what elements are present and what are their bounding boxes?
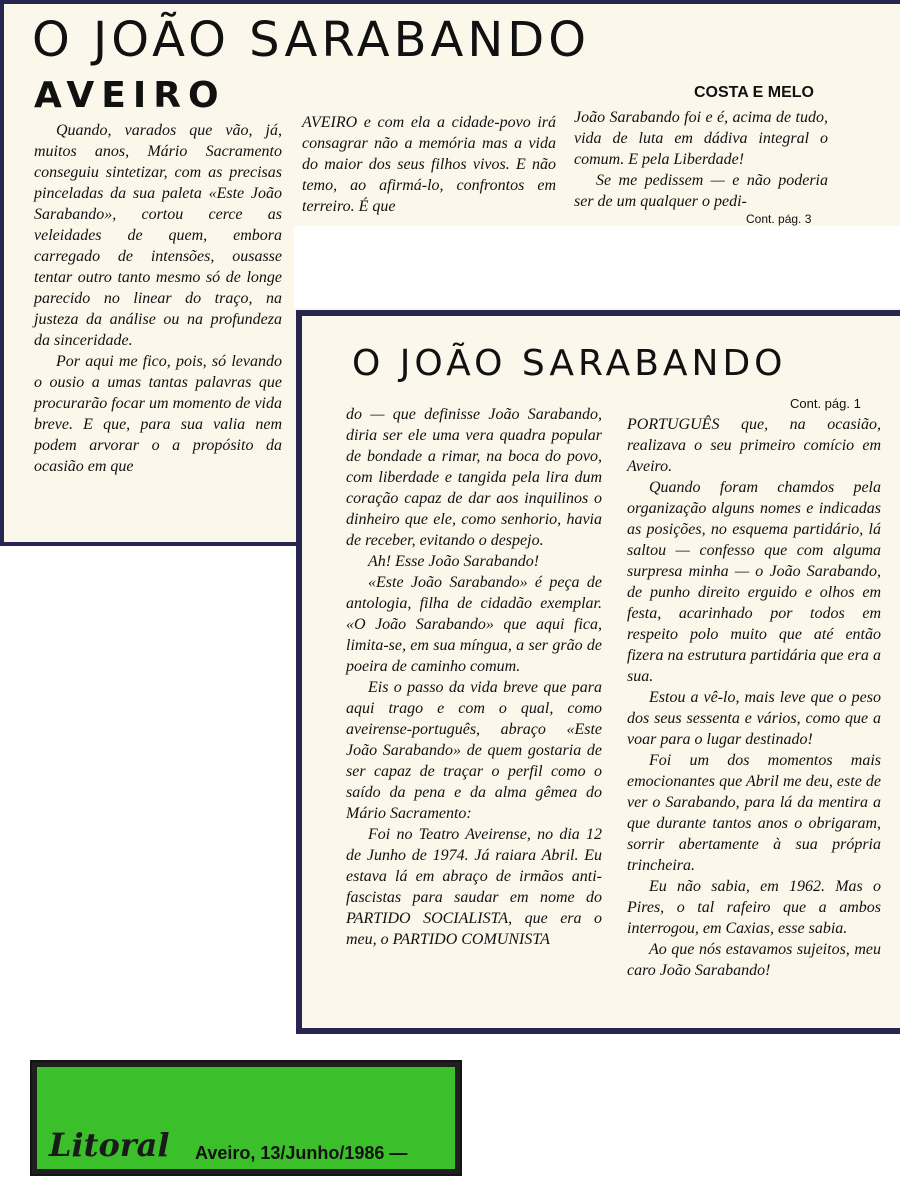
edition-date: Aveiro, 13/Junho/1986 — <box>195 1143 408 1163</box>
paragraph: João Sarabando foi e é, acima de tudo, vida de luta em dádiva integral o comum. E pela Liberdade! <box>574 109 828 168</box>
blank-area <box>294 226 900 308</box>
article-location: AVEIRO <box>34 75 226 116</box>
article-title: O JOÃO SARABANDO <box>32 12 591 68</box>
paragraph: Se me pedissem — e não poderia ser de um qualquer o pedi- <box>574 172 828 210</box>
paragraph: Quando foram chamdos pela organização alguns nomes e indicadas as posições, no esquema partidário, lá saltou — confesso que com alguma surpresa minha — o João Sarabando, de punho direito erguido e olhos em festa, acarinhado por todos em respeito polo muito que até então fizera na estrutura partidária que era a sua. <box>627 479 881 685</box>
paragraph: PORTUGUÊS que, na ocasião, realizava o seu primeiro comício em Aveiro. <box>627 416 881 475</box>
continuation-reference: Cont. pág. 3 <box>746 212 812 226</box>
paragraph: Estou a vê-lo, mais leve que o peso dos seus sessenta e vários, como que a voar para o lugar destinado! <box>627 689 881 748</box>
paragraph: Ah! Esse João Sarabando! <box>368 553 540 570</box>
paragraph: Eu não sabia, em 1962. Mas o Pires, o tal rafeiro que a ambos interrogou, em Caxias, esse sabia. <box>627 878 881 937</box>
paragraph: Eis o passo da vida breve que para aqui trago e com o qual, como aveirense-português, abraço «Este João Sarabando» de quem gostaria de ser capaz de traçar o perfil como o saído da pena e da alma gêmea do Mário Sacramento: <box>346 679 602 822</box>
paragraph: AVEIRO e com ela a cidade-povo irá consagrar não a memória mas a vida do maior dos seus filhos vivos. E não temo, ao afirmá-lo, confrontos em terreiro. É que <box>302 114 556 215</box>
paragraph: do — que definisse João Sarabando, diria ser ele uma vera quadra popular de bondade a rimar, na boca do povo, com liberdade e tangida pela lira dum coração capaz de dar aos inquilinos o dinheiro que ele, como senhorio, havia de receber, evitando o despejo. <box>346 406 602 549</box>
masthead-background <box>37 1067 455 1169</box>
masthead-clipping <box>30 1060 462 1176</box>
paragraph: Quando, varados que vão, já, muitos anos, Mário Sacramento conseguiu sintetizar, com as precisas pinceladas da sua paleta «Este João Sarabando», cortou cerce as veleidades de quem, embora carregado de intensões, ousasse tentar outro tanto mesmo só de longe parecido no linear do traço, na justeza da análise ou na profundeza da sinceridade. <box>34 122 282 349</box>
author-byline: COSTA E MELO <box>694 84 814 101</box>
article-column-2 <box>302 112 556 217</box>
paragraph: Foi um dos momentos mais emocionantes que Abril me deu, este de ver o Sarabando, para lá da mentira a que durante tantos anos o obrigaram, sorrir abertamente à sua própria trincheira. <box>627 752 881 874</box>
article-column-1 <box>34 120 282 477</box>
continuation-column-2 <box>627 414 881 981</box>
newspaper-logo: Litoral <box>49 1126 170 1164</box>
blank-area <box>0 546 294 1066</box>
article-column-3 <box>574 107 828 212</box>
continuation-column-1 <box>346 404 602 950</box>
paragraph: Ao que nós estavamos sujeitos, meu caro João Sarabando! <box>627 941 881 979</box>
paragraph: «Este João Sarabando» é peça de antologia, filha de cidadão exemplar. «O João Sarabando» que aqui fica, limita-se, em sua míngua, a ser grão de poeira de caminho comum. <box>346 574 602 675</box>
continuation-title: O JOÃO SARABANDO <box>352 343 787 384</box>
paragraph: Por aqui me fico, pois, só levando o ousio a umas tantas palavras que procurarão focar um momento de vida breve. E que, para sua valia nem podem arvorar o a propósito da ocasião em que <box>34 353 282 475</box>
paragraph: Foi no Teatro Aveirense, no dia 12 de Junho de 1974. Já raiara Abril. Eu estava lá em abraço de irmãos anti-fascistas para saudar em nome do PARTIDO SOCIALISTA, que era o meu, o PARTIDO COMUNISTA <box>346 826 602 948</box>
continuation-reference: Cont. pág. 1 <box>790 396 861 411</box>
